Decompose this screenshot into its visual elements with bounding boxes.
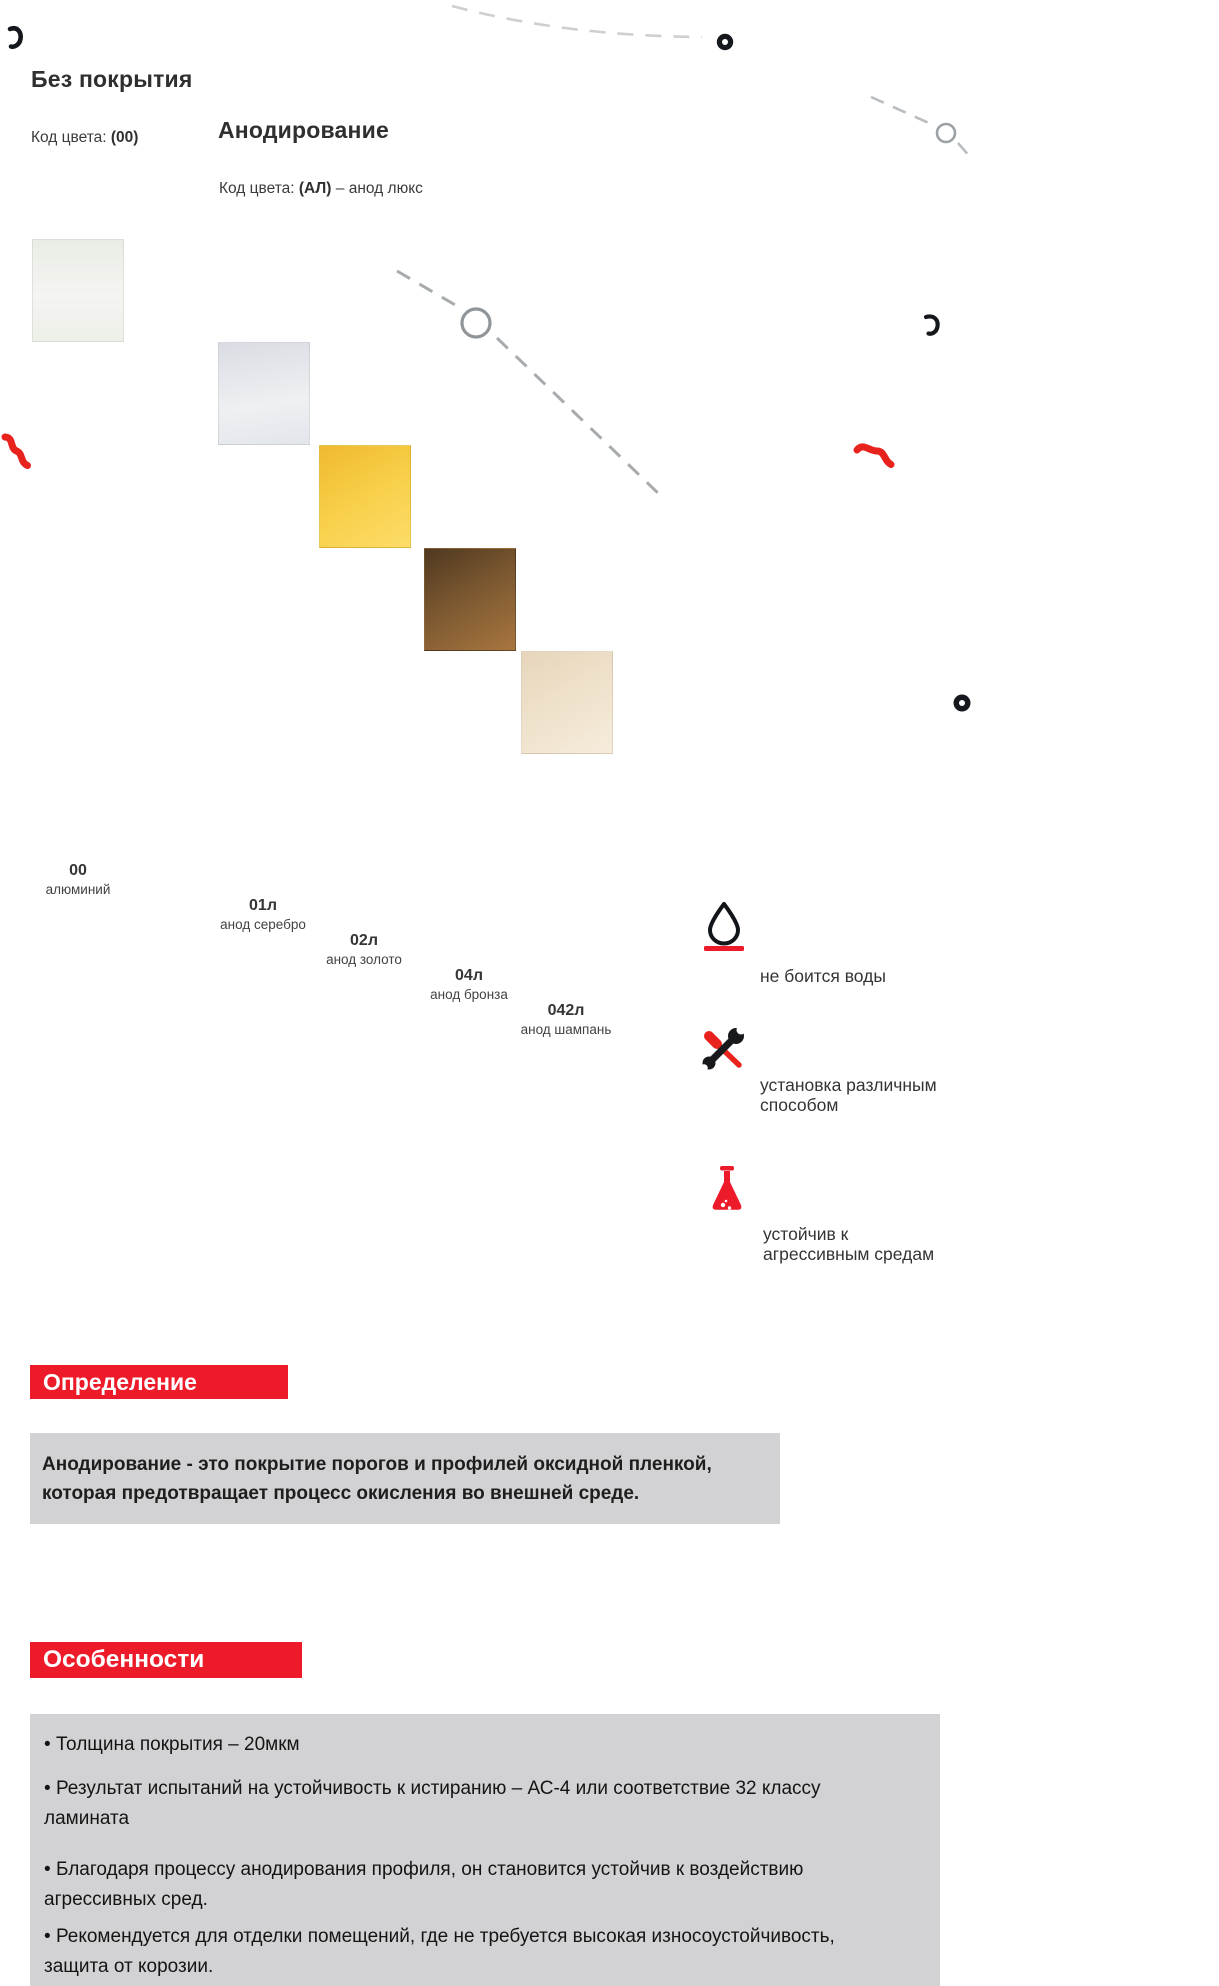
benefit-resistant [763, 1224, 983, 1264]
code-label: Код цвета: [31, 129, 107, 146]
bullet-line: ламината [44, 1808, 130, 1829]
definition-text-line: Анодирование - это покрытие порогов и профилей оксидной пленкой, [42, 1454, 712, 1475]
benefit-install [760, 1075, 990, 1115]
benefit-line: способом [760, 1095, 839, 1115]
swatch-label [394, 967, 544, 1002]
swatch-label [188, 897, 338, 932]
definition-heading: Определение [43, 1368, 197, 1395]
feature-bullet [44, 1855, 912, 1915]
bullet-line: • Результат испытаний на устойчивость к истиранию – АС-4 или соответствие 32 классу [44, 1774, 912, 1804]
bullet-line: • Толщина покрытия – 20мкм [44, 1730, 912, 1760]
swatch-name: анод серебро [220, 917, 306, 932]
benefit-line: установка различным [760, 1075, 937, 1095]
swatch-name: анод золото [326, 952, 402, 967]
red-squiggle-icon [857, 447, 891, 465]
definition-text-line: которая предотвращает процесс окисления во внешней среде. [42, 1483, 640, 1504]
code-suffix: – анод люкс [335, 180, 423, 197]
code-label: Код цвета: [219, 180, 295, 197]
tools-icon [698, 1025, 748, 1073]
features-heading: Особенности [43, 1646, 205, 1673]
swatch-label [491, 1002, 641, 1037]
benefit-line: устойчив к [763, 1224, 849, 1244]
ring-icon [462, 309, 490, 337]
benefit-line: не боится воды [760, 966, 886, 986]
swatch-champagne [521, 651, 613, 754]
feature-bullet [44, 1774, 912, 1834]
features-heading-banner [30, 1642, 302, 1678]
flask-icon [707, 1164, 747, 1218]
swatch-aluminium [32, 239, 124, 342]
code-value: (00) [110, 129, 139, 146]
code-value: (АЛ) [298, 180, 332, 197]
features-panel [30, 1714, 940, 1986]
swatch-code: 04л [455, 967, 483, 984]
definition-panel [30, 1433, 780, 1524]
swatch-name: анод бронза [430, 987, 508, 1002]
swatch-name: алюминий [45, 882, 111, 897]
swatch-gold [319, 445, 411, 548]
dashed-arc-top [452, 6, 702, 37]
swatch-silver [218, 342, 310, 445]
swatch-code: 01л [249, 897, 277, 914]
definition-heading-banner [30, 1365, 288, 1399]
bullet-line: • Благодаря процессу анодирования профиля, он становится устойчив к воздействию [44, 1855, 912, 1885]
water-drop-icon [702, 899, 746, 952]
swatch-name: анод шампань [520, 1022, 612, 1037]
swatch-label [289, 932, 439, 967]
comma-mark-icon [10, 28, 21, 46]
anodizing-code [219, 180, 1219, 198]
red-squiggle-icon [5, 437, 28, 466]
bullet-line: агрессивных сред. [44, 1889, 208, 1910]
no-coating-title: Без покрытия [31, 66, 193, 92]
swatch-bronze [424, 548, 516, 651]
anodizing-title: Анодирование [218, 117, 389, 143]
swatch-label [3, 862, 153, 897]
feature-bullet [44, 1730, 912, 1760]
benefit-water [760, 966, 980, 986]
swatch-code: 042л [547, 1002, 585, 1019]
feature-bullet [44, 1922, 912, 1982]
comma-mark-icon [926, 316, 938, 333]
bullet-line: • Рекомендуется для отделки помещений, где не требуется высокая износоустойчивость, [44, 1922, 912, 1952]
benefit-line: агрессивным средам [763, 1244, 935, 1264]
dashed-line-middle [397, 271, 457, 306]
swatch-code: 00 [69, 862, 87, 879]
bullet-line: защита от корозии. [44, 1956, 214, 1977]
swatch-code: 02л [350, 932, 378, 949]
